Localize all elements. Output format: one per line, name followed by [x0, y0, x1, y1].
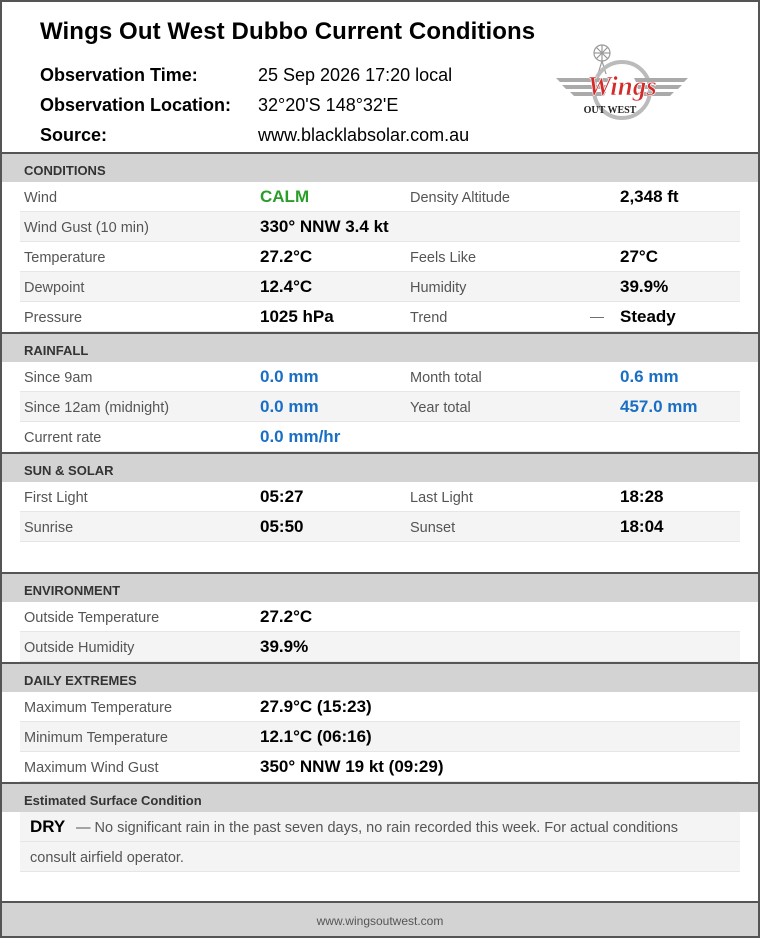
- density-altitude-value: 2,348 ft: [620, 187, 679, 206]
- sunset-value: 18:04: [620, 517, 664, 536]
- year-total-value: 457.0 mm: [620, 397, 698, 416]
- sunrise-value: 05:50: [260, 517, 304, 536]
- wind-gust-label: Wind Gust (10 min): [24, 220, 149, 236]
- table-row: [20, 212, 740, 242]
- max-temperature-label: Maximum Temperature: [24, 700, 173, 716]
- table-row: [20, 422, 740, 452]
- table-row: [20, 302, 740, 332]
- surface-condition: [20, 812, 740, 872]
- trend-value: Steady: [620, 307, 676, 326]
- section-sun-solar: [2, 452, 758, 482]
- table-row: [20, 602, 740, 632]
- feels-like-value: 27°C: [620, 247, 658, 266]
- density-altitude-label: Density Altitude: [410, 190, 510, 206]
- section-conditions: [2, 152, 758, 182]
- max-temperature-value: 27.9°C (15:23): [260, 697, 372, 716]
- source-link[interactable]: www.blacklabsolar.com.au: [258, 125, 470, 145]
- wind-value: CALM: [260, 187, 310, 206]
- dewpoint-value: 12.4°C: [260, 277, 313, 296]
- since-9am-value: 0.0 mm: [260, 367, 319, 386]
- surface-description-continued: consult airfield operator.: [30, 850, 184, 866]
- wings-out-west-logo: [552, 40, 692, 126]
- section-environment: [2, 572, 758, 602]
- table-row: [20, 272, 740, 302]
- min-temperature-value: 12.1°C (06:16): [260, 727, 372, 746]
- table-row: [20, 392, 740, 422]
- section-heading: Estimated Surface Condition: [24, 793, 202, 808]
- section-heading: DAILY EXTREMES: [24, 673, 137, 688]
- observation-time-label: Observation Time:: [40, 65, 198, 85]
- since-midnight-value: 0.0 mm: [260, 397, 319, 416]
- outside-temperature-value: 27.2°C: [260, 607, 313, 626]
- spacer: [2, 542, 758, 572]
- trend-dash-icon: —: [590, 308, 604, 324]
- feels-like-label: Feels Like: [410, 250, 477, 266]
- section-surface-condition: [2, 782, 758, 812]
- observation-location-value: 32°20'S 148°32'E: [258, 95, 399, 115]
- table-row: [20, 632, 740, 662]
- section-heading: CONDITIONS: [24, 163, 106, 178]
- trend-label: Trend: [410, 310, 448, 326]
- current-rate-label: Current rate: [24, 430, 102, 446]
- since-midnight-label: Since 12am (midnight): [24, 400, 170, 416]
- table-row: [20, 362, 740, 392]
- source-label: Source:: [40, 125, 108, 145]
- dewpoint-label: Dewpoint: [24, 280, 85, 296]
- section-heading: RAINFALL: [24, 343, 89, 358]
- page-title: Wings Out West Dubbo Current Conditions: [40, 18, 536, 45]
- footer-link[interactable]: www.wingsoutwest.com: [316, 914, 444, 928]
- year-total-label: Year total: [410, 400, 471, 416]
- temperature-label: Temperature: [24, 250, 106, 266]
- section-heading: SUN & SOLAR: [24, 463, 114, 478]
- since-9am-label: Since 9am: [24, 370, 93, 386]
- section-daily-extremes: [2, 662, 758, 692]
- table-row: [20, 182, 740, 212]
- first-light-label: First Light: [24, 490, 88, 506]
- svg-text:OUT WEST: OUT WEST: [583, 105, 637, 116]
- table-row: [20, 722, 740, 752]
- surface-status: DRY: [30, 817, 66, 836]
- surface-condition-line-1: [20, 812, 740, 842]
- humidity-value: 39.9%: [620, 277, 669, 296]
- section-heading: ENVIRONMENT: [24, 583, 121, 598]
- outside-humidity-label: Outside Humidity: [24, 640, 135, 656]
- table-row: [20, 242, 740, 272]
- humidity-label: Humidity: [410, 280, 467, 296]
- header: [2, 2, 758, 152]
- section-rainfall: [2, 332, 758, 362]
- last-light-value: 18:28: [620, 487, 664, 506]
- svg-text:Wings: Wings: [587, 71, 657, 101]
- month-total-label: Month total: [410, 370, 482, 386]
- current-rate-value: 0.0 mm/hr: [260, 427, 341, 446]
- surface-condition-line-2: [20, 842, 740, 872]
- temperature-value: 27.2°C: [260, 247, 313, 266]
- sunrise-label: Sunrise: [24, 520, 74, 536]
- month-total-value: 0.6 mm: [620, 367, 679, 386]
- outside-temperature-label: Outside Temperature: [24, 610, 160, 626]
- table-row: [20, 512, 740, 542]
- outside-humidity-value: 39.9%: [260, 637, 309, 656]
- pressure-value: 1025 hPa: [260, 307, 334, 326]
- wind-gust-value: 330° NNW 3.4 kt: [260, 217, 389, 236]
- surface-description: — No significant rain in the past seven days, no rain recorded this week. For actual conditions: [76, 820, 679, 836]
- max-wind-gust-label: Maximum Wind Gust: [24, 760, 159, 776]
- observation-location-label: Observation Location:: [40, 95, 232, 115]
- observation-time-value: 25 Sep 2026 17:20 local: [258, 65, 453, 85]
- table-row: [20, 482, 740, 512]
- footer: [2, 901, 758, 936]
- last-light-label: Last Light: [410, 490, 473, 506]
- wind-label: Wind: [24, 190, 58, 206]
- max-wind-gust-value: 350° NNW 19 kt (09:29): [260, 757, 444, 776]
- table-row: [20, 692, 740, 722]
- first-light-value: 05:27: [260, 487, 304, 506]
- min-temperature-label: Minimum Temperature: [24, 730, 168, 746]
- table-row: [20, 752, 740, 782]
- pressure-label: Pressure: [24, 310, 83, 326]
- sunset-label: Sunset: [410, 520, 456, 536]
